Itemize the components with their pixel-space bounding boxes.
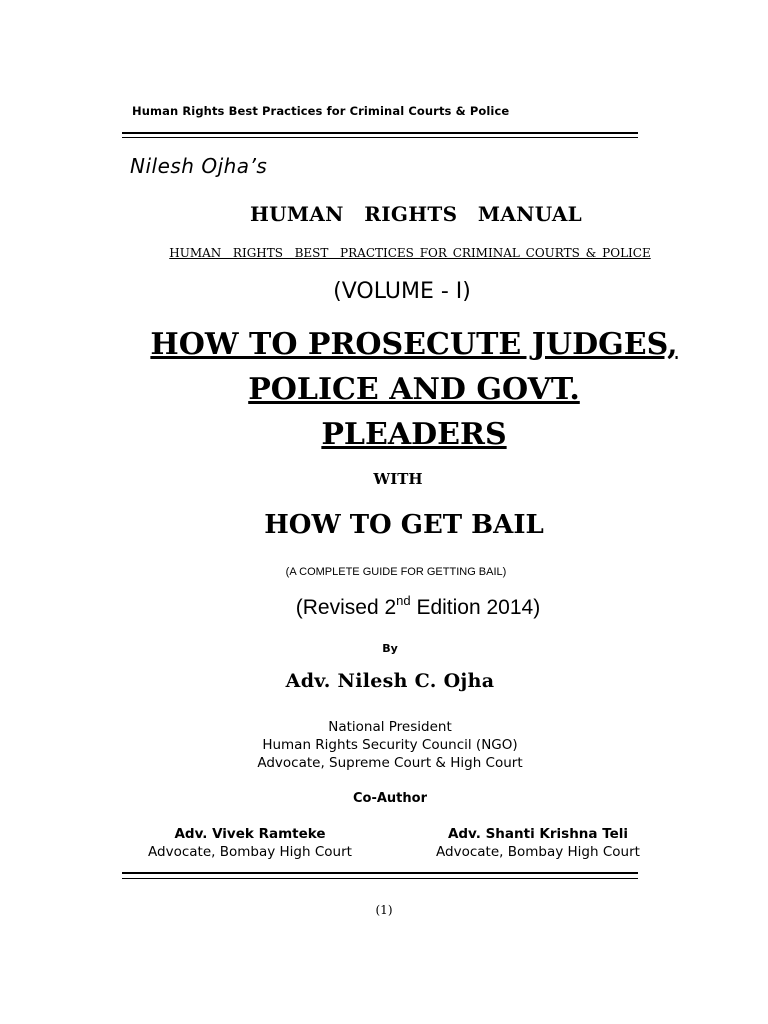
author-name: Adv. Nilesh C. Ojha (285, 670, 495, 692)
header-rule-thick (122, 132, 638, 134)
bail-title: HOW TO GET BAIL (264, 510, 544, 540)
edition-suffix: Edition 2014) (410, 596, 541, 619)
credential-line: Human Rights Security Council (NGO) (262, 737, 518, 753)
credential-line: Advocate, Supreme Court & High Court (257, 755, 523, 771)
edition-label (34, 593, 768, 620)
page-number: (1) (375, 903, 393, 917)
manual-subtitle: HUMAN RIGHTS BEST PRACTICES FOR CRIMINAL COURTS & POLICE (169, 246, 651, 260)
by-label: By (382, 642, 398, 655)
edition-prefix: (Revised 2 (295, 596, 397, 619)
credential-line: National President (328, 719, 452, 735)
manual-title: HUMAN RIGHTS MANUAL (249, 202, 583, 226)
header-rule-thin (122, 137, 638, 138)
coauthor-1 (130, 825, 370, 861)
edition-superscript: nd (396, 593, 411, 608)
bail-subtitle: (A COMPLETE GUIDE FOR GETTING BAIL) (285, 566, 507, 578)
author-signature: Nilesh Ojha’s (130, 154, 268, 178)
coauthor-2 (418, 825, 658, 861)
main-title (30, 322, 768, 457)
volume-label: (VOLUME - I) (333, 279, 471, 304)
with-label: WITH (373, 470, 423, 488)
running-header: Human Rights Best Practices for Criminal Courts & Police (132, 104, 510, 118)
coauthor-role: Advocate, Bombay High Court (436, 844, 640, 860)
author-credentials (6, 718, 768, 772)
footer-rule-thin (122, 878, 638, 879)
main-title-line-1: HOW TO PROSECUTE JUDGES, (150, 327, 678, 362)
footer-rule-thick (122, 872, 638, 874)
coauthor-name: Adv. Vivek Ramteke (174, 826, 326, 842)
coauthor-role: Advocate, Bombay High Court (148, 844, 352, 860)
main-title-line-3: PLEADERS (321, 417, 507, 452)
main-title-line-2: POLICE AND GOVT. (248, 372, 580, 407)
coauthor-name: Adv. Shanti Krishna Teli (447, 826, 629, 842)
coauthor-label: Co-Author (353, 791, 427, 806)
